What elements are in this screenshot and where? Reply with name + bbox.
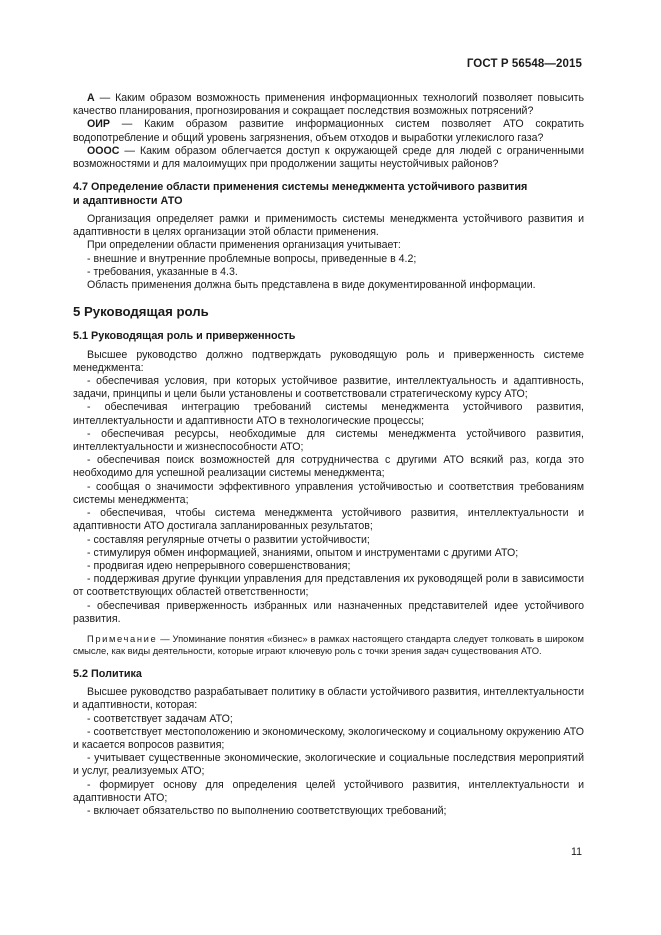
note-text: — Упоминание понятия «бизнес» в рамках настоящего стандарта следует толковать в широком смысле, как виды деятельности, которые играют ключевую роль с точки зрения задач существования АТО. (73, 632, 584, 657)
page-content (73, 92, 584, 818)
list-item: - обеспечивая условия, при которых устойчивое развитие, интеллектуальность и адаптивность, задачи, принципы и цели были установлены и соответствовали стратегическому курсу АТО; (73, 375, 584, 401)
intro-key: ОООС (87, 144, 120, 157)
list-item: - сообщая о значимости эффективного управления устойчивостью и соответствия требованиям системы менеджмента; (73, 480, 584, 506)
paragraph: Область применения должна быть представлена в виде документированной информации. (87, 279, 536, 292)
list-item: - обеспечивая поиск возможностей для сотрудничества с другими АТО всякий раз, когда это необходимо для успешной реализации системы менеджмента; (73, 454, 584, 480)
list-item: - обеспечивая интеграцию требований системы менеджмента устойчивого развития, интеллектуальности и адаптивности АТО в технологические процессы; (73, 401, 584, 427)
intro-key: ОИР (87, 118, 110, 131)
intro-paragraph: А — Каким образом возможность применения информационных технологий позволяет повысить качество планирования, прогнозирования и сокращает последствия возможных потрясений? (73, 92, 584, 118)
list-item: - обеспечивая приверженность избранных или назначенных представителей идее устойчивого развития. (73, 599, 584, 625)
section-5-2-heading: 5.2 Политика (73, 667, 142, 680)
list-item: - формирует основу для определения целей устойчивого развития, интеллектуальности и адаптивности АТО; (73, 778, 584, 804)
paragraph: Организация определяет рамки и применимость системы менеджмента устойчивого развития и адаптивности в целях организации этой области применения. (73, 213, 584, 239)
list-item: - требования, указанные в 4.3. (87, 265, 238, 278)
note-label: Примечание (87, 632, 158, 644)
list-item: - продвигая идею непрерывного совершенствования; (87, 559, 351, 572)
paragraph: Высшее руководство разрабатывает политику в области устойчивого развития, интеллектуальности и адаптивности, которая: (73, 686, 584, 712)
list-item: - учитывает существенные экономические, экологические и социальные последствия мероприятий и услуг, реализуемых АТО; (73, 752, 584, 778)
list-item: - стимулируя обмен информацией, знаниями, опытом и инструментами с другими АТО; (87, 546, 519, 559)
list-item: - соответствует местоположению и экономическому, экологическому и социальному окружению АТО и касается вопросов развития; (73, 725, 584, 751)
section-5-1-heading: 5.1 Руководящая роль и приверженность (73, 330, 296, 343)
list-item: - внешние и внутренние проблемные вопросы, приведенные в 4.2; (87, 252, 417, 265)
intro-key: А (87, 92, 95, 104)
paragraph: При определении области применения организация учитывает: (87, 239, 401, 252)
intro-paragraph: ОООС — Каким образом облегчается доступ к окружающей среде для людей с ограниченными возможностями и для малоимущих при продолжении защиты неустойчивых районов? (73, 144, 584, 171)
list-item: - обеспечивая ресурсы, необходимые для системы менеджмента устойчивого развития, интеллектуальности и жизнеспособности АТО; (73, 427, 584, 454)
list-item: - включает обязательство по выполнению соответствующих требований; (87, 804, 447, 817)
section-5-heading: 5 Руководящая роль (73, 304, 209, 320)
page-number: 11 (571, 846, 582, 858)
intro-paragraph: ОИР — Каким образом развитие информационных систем позволяет АТО сократить водопотребление и общий уровень загрязнения, объем отходов и выработки углекислого газа? (73, 118, 584, 144)
document-id: ГОСТ Р 56548—2015 (466, 58, 582, 70)
list-item: - обеспечивая, чтобы система менеджмента устойчивого развития, интеллектуальности и адаптивности АТО достигала запланированных результатов; (73, 507, 584, 533)
paragraph: Высшее руководство должно подтверждать руководящую роль и приверженность системе менеджмента: (73, 348, 584, 374)
list-item: - поддерживая другие функции управления для представления их руководящей роли в зависимости от соответствующих областей ответственности; (73, 573, 584, 599)
list-item: - соответствует задачам АТО; (87, 712, 233, 725)
note (73, 633, 584, 658)
list-item: - составляя регулярные отчеты о развитии устойчивости; (87, 533, 370, 546)
section-4-7-heading: 4.7 Определение области применения системы менеджмента устойчивого развития и адаптивности АТО (73, 181, 528, 207)
